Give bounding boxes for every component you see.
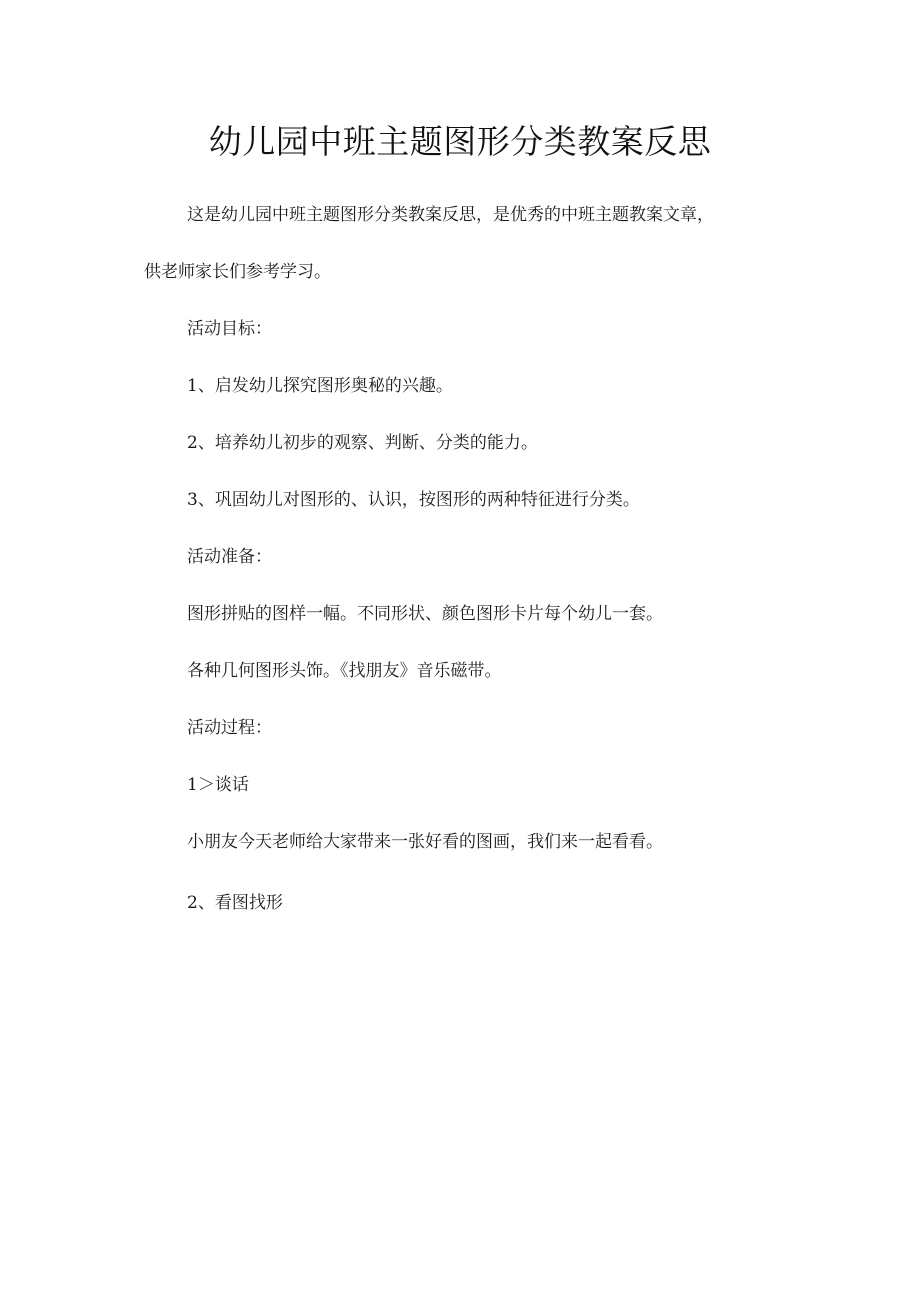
section-heading-preparation: 活动准备： <box>187 547 272 567</box>
intro-line-2: 供老师家长们参考学习。 <box>144 262 331 282</box>
process-step-1-text: 小朋友今天老师给大家带来一张好看的图画，我们来一起看看。 <box>187 832 663 852</box>
goal-item-2: 2、培养幼儿初步的观察、判断、分类的能力。 <box>187 433 538 453</box>
preparation-line-1: 图形拼贴的图样一幅。不同形状、颜色图形卡片每个幼儿一套。 <box>187 604 663 624</box>
process-step-1: 1＞谈话 <box>187 775 249 795</box>
goal-item-1: 1、启发幼儿探究图形奥秘的兴趣。 <box>187 376 453 396</box>
preparation-line-2: 各种几何图形头饰。《找朋友》音乐磁带。 <box>187 661 502 681</box>
section-heading-process: 活动过程： <box>187 718 272 738</box>
goal-item-3: 3、巩固幼儿对图形的、认识，按图形的两种特征进行分类。 <box>187 490 640 510</box>
document-title: 幼儿园中班主题图形分类教案反思 <box>208 122 712 161</box>
process-step-2: 2、看图找形 <box>187 893 283 913</box>
section-heading-goals: 活动目标： <box>187 319 272 339</box>
intro-line-1: 这是幼儿园中班主题图形分类教案反思，是优秀的中班主题教案文章， <box>187 205 714 225</box>
